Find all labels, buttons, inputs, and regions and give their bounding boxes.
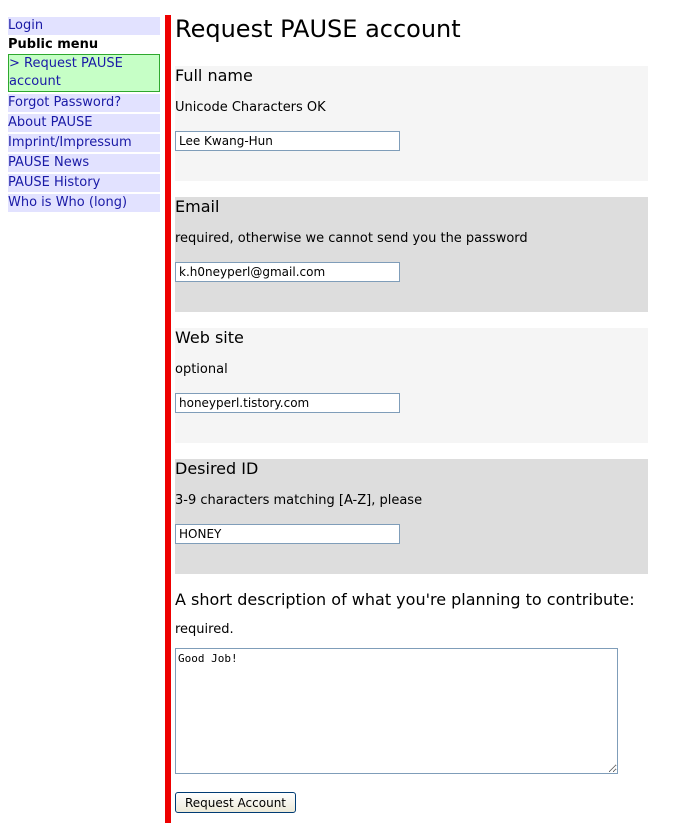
red-divider: [165, 15, 171, 823]
public-menu-heading: Public menu: [8, 37, 99, 52]
website-input[interactable]: [175, 393, 400, 413]
nav-request-account[interactable]: > Request PAUSE account: [8, 54, 160, 92]
full-name-section: [175, 66, 648, 181]
nav-pause-history[interactable]: PAUSE History: [8, 174, 160, 192]
nav-forgot-password[interactable]: Forgot Password?: [8, 94, 160, 112]
nav-about-pause[interactable]: About PAUSE: [8, 114, 160, 132]
description-label: A short description of what you're planning to contribute:: [175, 590, 635, 609]
email-help: required, otherwise we cannot send you the password: [175, 231, 528, 246]
desired-id-help: 3-9 characters matching [A-Z], please: [175, 493, 423, 508]
nav-login[interactable]: Login: [8, 17, 160, 35]
nav-who-is-who[interactable]: Who is Who (long): [8, 194, 160, 212]
page-title: Request PAUSE account: [175, 15, 461, 43]
full-name-label: Full name: [175, 66, 253, 85]
website-section: [175, 328, 648, 443]
sidebar: [8, 17, 160, 214]
desired-id-input[interactable]: [175, 524, 400, 544]
description-textarea[interactable]: [175, 648, 618, 774]
email-input[interactable]: [175, 262, 400, 282]
email-label: Email: [175, 197, 220, 216]
website-help: optional: [175, 362, 228, 377]
desired-id-label: Desired ID: [175, 459, 259, 478]
description-help: required.: [175, 622, 234, 637]
main-content: [175, 14, 648, 813]
nav-pause-news[interactable]: PAUSE News: [8, 154, 160, 172]
nav-imprint[interactable]: Imprint/Impressum: [8, 134, 160, 152]
email-section: [175, 197, 648, 312]
website-label: Web site: [175, 328, 244, 347]
description-section: [175, 590, 648, 774]
desired-id-section: [175, 459, 648, 574]
full-name-help: Unicode Characters OK: [175, 100, 326, 115]
full-name-input[interactable]: [175, 131, 400, 151]
request-account-button[interactable]: Request Account: [175, 792, 296, 813]
